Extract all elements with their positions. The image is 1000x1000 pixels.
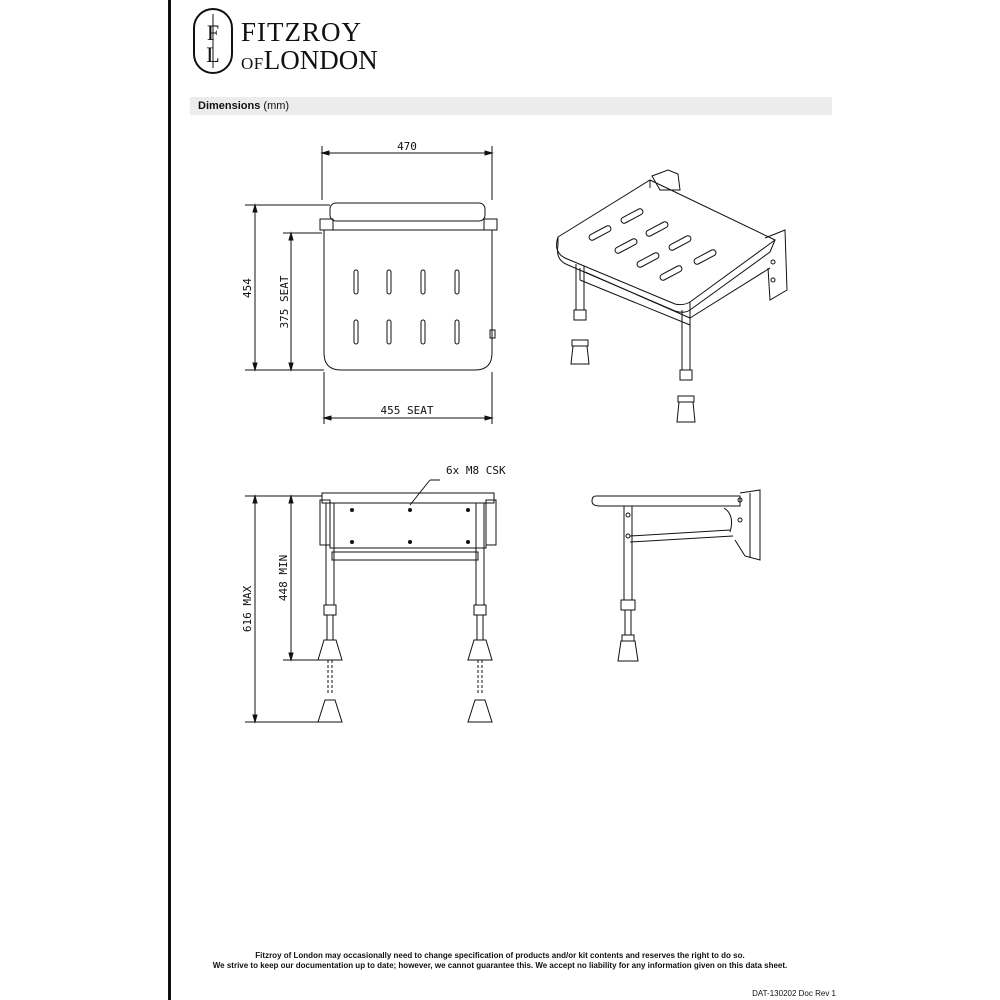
svg-text:L: L: [206, 42, 220, 67]
top-view: [241, 140, 497, 424]
dim-height-min: 448 MIN: [277, 554, 290, 602]
side-view: [592, 490, 760, 661]
dim-overall-depth: 454: [241, 278, 254, 298]
iso-slots: [588, 208, 717, 282]
isometric-view: [557, 170, 787, 422]
front-view: [241, 464, 506, 722]
dim-seat-width: 455 SEAT: [380, 404, 434, 417]
disclaimer-line-2: We strive to keep our documentation up to date; however, we cannot guarantee this. We accept no liability for any information given on this data sheet.: [212, 961, 788, 970]
seat-slots: [354, 270, 459, 344]
svg-text:F: F: [206, 20, 220, 45]
brand-of: OF: [241, 54, 264, 73]
dim-height-max: 616 MAX: [241, 585, 254, 633]
dim-seat-depth: 375 SEAT: [278, 275, 291, 329]
brand-london: LONDON: [263, 45, 378, 75]
document-reference: DAT-130202 Doc Rev 1: [752, 989, 836, 998]
disclaimer: [171, 951, 829, 971]
section-unit: (mm): [263, 100, 290, 112]
disclaimer-line-1: Fitzroy of London may occasionally need to change specification of products and/or kit contents and reserves the right to do so.: [255, 951, 745, 960]
fixing-holes: [350, 508, 470, 544]
section-title-text: Dimensions: [198, 100, 261, 112]
dim-top-width: 470: [397, 140, 417, 153]
brand-name: FITZROY: [241, 17, 362, 47]
label-fixings: 6x M8 CSK: [446, 464, 506, 477]
